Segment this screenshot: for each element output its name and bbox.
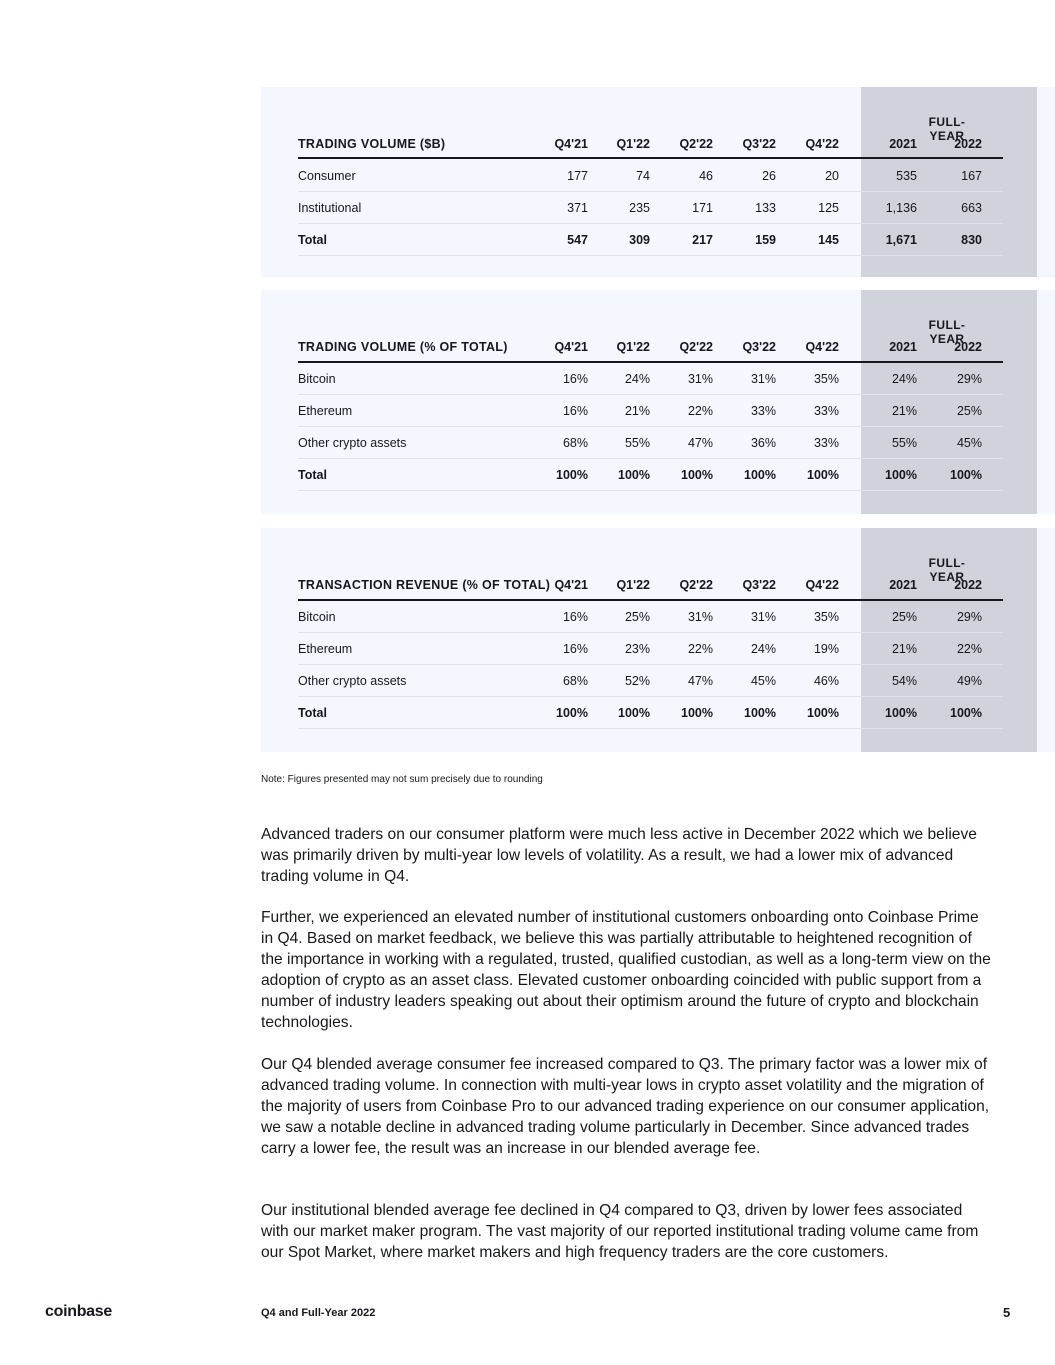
- cell: 235: [629, 201, 650, 215]
- cell: 16%: [562, 642, 588, 656]
- cell: 16%: [562, 404, 588, 418]
- full-year-label: FULL-YEAR: [928, 115, 966, 143]
- transaction-revenue-share-table: [261, 528, 1037, 752]
- cell: 547: [567, 233, 588, 247]
- col-header: 2021: [889, 137, 917, 151]
- body-paragraph: Our Q4 blended average consumer fee increased compared to Q3. The primary factor was a lower mix of advanced trading volume. In connection with multi-year lows in crypto asset volatility and the migration of the majority of users from Coinbase Pro to our advanced trading experience on our consumer application, we saw a notable decline in advanced trading volume particularly in December. Since advanced trades carry a lower fee, the result was an increase in our blended average fee.: [261, 1056, 990, 1157]
- col-header: Q3'22: [742, 340, 776, 354]
- cell: 100%: [618, 468, 650, 482]
- cell: 100%: [744, 468, 776, 482]
- table-title: TRADING VOLUME ($B): [298, 137, 446, 151]
- full-year-label: FULL-YEAR: [928, 318, 966, 346]
- row-label: Bitcoin: [298, 372, 336, 386]
- col-header: Q3'22: [742, 137, 776, 151]
- cell: 22%: [687, 642, 713, 656]
- cell: 100%: [681, 468, 713, 482]
- cell: 47%: [687, 436, 713, 450]
- cell: 100%: [618, 706, 650, 720]
- row-label: Ethereum: [298, 404, 353, 418]
- cell: 100%: [950, 468, 982, 482]
- cell: 33%: [813, 404, 839, 418]
- row-label: Ethereum: [298, 642, 353, 656]
- rounding-note: Note: Figures presented may not sum precisely due to rounding: [261, 774, 543, 785]
- cell: 31%: [750, 372, 776, 386]
- table-title: TRANSACTION REVENUE (% OF TOTAL): [298, 578, 551, 592]
- cell: 371: [567, 201, 588, 215]
- cell: 24%: [624, 372, 650, 386]
- cell: 31%: [687, 372, 713, 386]
- col-header: Q4'22: [805, 578, 839, 592]
- cell: 22%: [956, 642, 982, 656]
- cell: 45%: [750, 674, 776, 688]
- cell: 21%: [891, 404, 917, 418]
- cell: 52%: [624, 674, 650, 688]
- col-header: Q2'22: [679, 137, 713, 151]
- cell: 100%: [556, 468, 588, 482]
- cell: 125: [818, 201, 839, 215]
- cell: 663: [961, 201, 982, 215]
- col-header: Q2'22: [679, 578, 713, 592]
- footer-title: Q4 and Full-Year 2022: [261, 1307, 376, 1319]
- cell: 19%: [813, 642, 839, 656]
- cell: 55%: [624, 436, 650, 450]
- cell: 35%: [813, 610, 839, 624]
- cell: 309: [629, 233, 650, 247]
- cell: 36%: [750, 436, 776, 450]
- cell: 47%: [687, 674, 713, 688]
- col-header: Q3'22: [742, 578, 776, 592]
- cell: 100%: [681, 706, 713, 720]
- col-header: 2022: [954, 340, 982, 354]
- cell: 54%: [891, 674, 917, 688]
- cell: 21%: [624, 404, 650, 418]
- cell: 100%: [556, 706, 588, 720]
- cell: 25%: [891, 610, 917, 624]
- body-paragraph: Our institutional blended average fee declined in Q4 compared to Q3, driven by lower fees associated with our market maker program. The vast majority of our reported institutional trading volume came from our Spot Market, where market makers and high frequency traders are the core customers.: [261, 1202, 979, 1261]
- col-header: 2022: [954, 137, 982, 151]
- cell: 217: [692, 233, 713, 247]
- cell: 26: [762, 169, 776, 183]
- row-label: Total: [298, 233, 327, 247]
- row-label: Other crypto assets: [298, 436, 407, 450]
- col-header: Q4'22: [805, 340, 839, 354]
- cell: 145: [818, 233, 839, 247]
- cell: 25%: [956, 404, 982, 418]
- cell: 133: [755, 201, 776, 215]
- cell: 68%: [562, 436, 588, 450]
- cell: 100%: [885, 468, 917, 482]
- col-header: Q1'22: [616, 578, 650, 592]
- cell: 20: [825, 169, 839, 183]
- cell: 1,671: [885, 233, 917, 247]
- cell: 100%: [885, 706, 917, 720]
- page-number: 5: [1003, 1305, 1011, 1320]
- cell: 167: [961, 169, 982, 183]
- cell: 68%: [562, 674, 588, 688]
- cell: 100%: [807, 706, 839, 720]
- col-header: Q1'22: [616, 137, 650, 151]
- full-year-label: FULL-YEAR: [928, 556, 966, 584]
- col-header: Q4'21: [554, 340, 588, 354]
- cell: 49%: [956, 674, 982, 688]
- cell: 830: [961, 233, 982, 247]
- cell: 74: [636, 169, 650, 183]
- col-header: Q2'22: [679, 340, 713, 354]
- col-header: Q4'21: [554, 137, 588, 151]
- row-label: Consumer: [298, 169, 356, 183]
- cell: 31%: [687, 610, 713, 624]
- cell: 159: [755, 233, 776, 247]
- cell: 31%: [750, 610, 776, 624]
- cell: 1,136: [885, 201, 917, 215]
- row-label: Institutional: [298, 201, 362, 215]
- cell: 22%: [687, 404, 713, 418]
- body-paragraph: Advanced traders on our consumer platform were much less active in December 2022 which we believe was primarily driven by multi-year low levels of volatility. As a result, we had a lower mix of advanced trading volume in Q4.: [261, 826, 977, 885]
- cell: 171: [692, 201, 713, 215]
- col-header: 2022: [954, 578, 982, 592]
- trading-volume-table: [261, 87, 1037, 277]
- cell: 24%: [750, 642, 776, 656]
- trading-volume-share-table: [261, 290, 1037, 514]
- cell: 45%: [956, 436, 982, 450]
- row-label: Bitcoin: [298, 610, 336, 624]
- col-header: Q1'22: [616, 340, 650, 354]
- row-label: Other crypto assets: [298, 674, 407, 688]
- cell: 35%: [813, 372, 839, 386]
- col-header: 2021: [889, 578, 917, 592]
- cell: 29%: [956, 610, 982, 624]
- cell: 100%: [744, 706, 776, 720]
- cell: 21%: [891, 642, 917, 656]
- cell: 100%: [807, 468, 839, 482]
- col-header: Q4'22: [805, 137, 839, 151]
- cell: 46: [699, 169, 713, 183]
- row-label: Total: [298, 468, 327, 482]
- cell: 100%: [950, 706, 982, 720]
- coinbase-logo: coinbase: [45, 1303, 112, 1320]
- cell: 177: [567, 169, 588, 183]
- cell: 25%: [624, 610, 650, 624]
- cell: 55%: [891, 436, 917, 450]
- cell: 24%: [891, 372, 917, 386]
- cell: 33%: [813, 436, 839, 450]
- table-title: TRADING VOLUME (% OF TOTAL): [298, 340, 508, 354]
- row-label: Total: [298, 706, 327, 720]
- cell: 46%: [813, 674, 839, 688]
- cell: 23%: [624, 642, 650, 656]
- col-header: Q4'21: [554, 578, 588, 592]
- col-header: 2021: [889, 340, 917, 354]
- cell: 29%: [956, 372, 982, 386]
- body-paragraph: Further, we experienced an elevated number of institutional customers onboarding onto Coinbase Prime in Q4. Based on market feedback, we believe this was partially attributable to heightened recognition of the importance in working with a regulated, trusted, qualified custodian, as well as a long-term view on the adoption of crypto as an asset class. Elevated customer onboarding coincided with public support from a number of industry leaders speaking out about their optimism around the future of crypto and blockchain technologies.: [261, 909, 991, 1031]
- cell: 33%: [750, 404, 776, 418]
- cell: 16%: [562, 610, 588, 624]
- cell: 535: [896, 169, 917, 183]
- cell: 16%: [562, 372, 588, 386]
